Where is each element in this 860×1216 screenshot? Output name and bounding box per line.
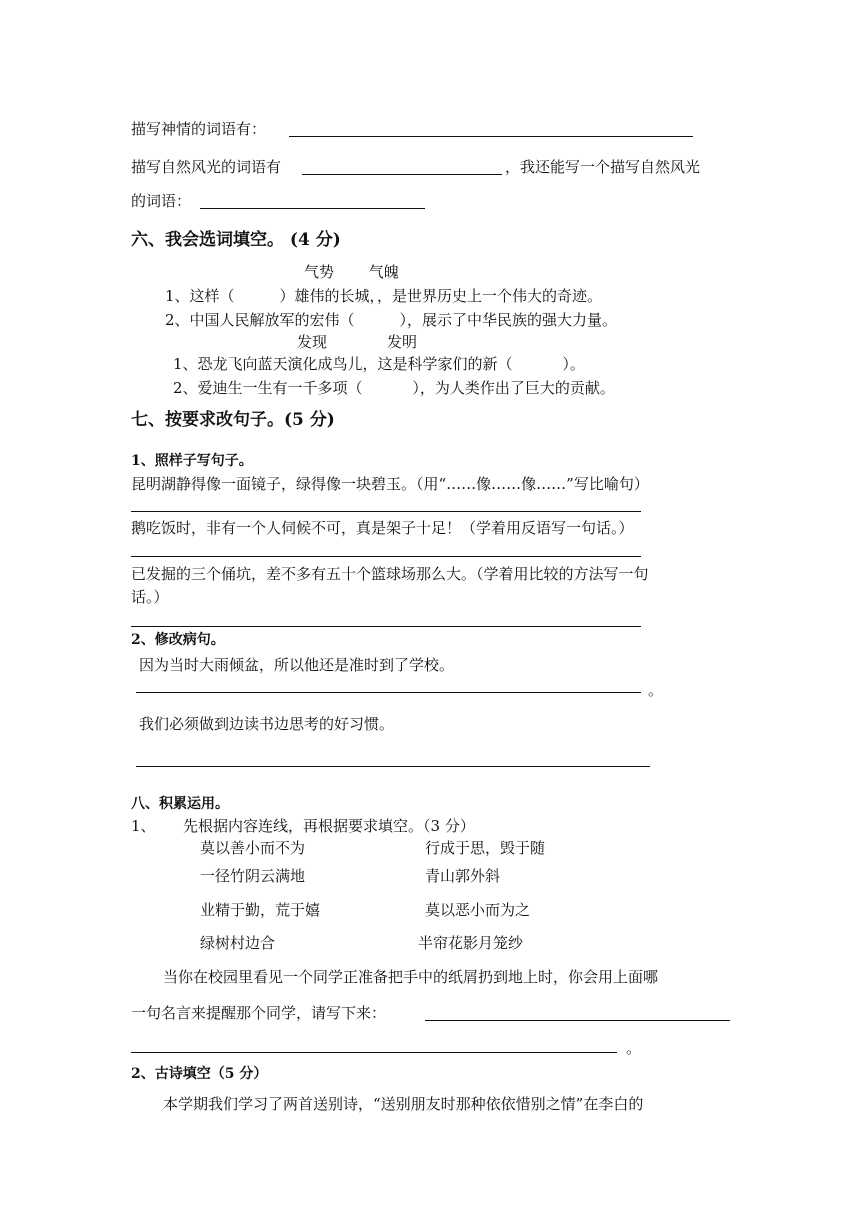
poem-question-text: 本学期我们学习了两首送别诗，“送别朋友时那种依依惜别之情”在李白的 [163, 1095, 644, 1113]
ziran-extra-text: ，我还能写一个描写自然风光 [505, 158, 701, 176]
sick-sentence-1: 因为当时大雨倾盆，所以他还是准时到了学校。 [139, 656, 455, 674]
left-item-4[interactable]: 绿树村边合 [200, 934, 276, 952]
sick-sentence-2: 我们必须做到边读书边思考的好习惯。 [139, 715, 395, 733]
scenario-answer-line-1[interactable] [425, 1020, 730, 1021]
sentence-3: 已发掘的三个俑坑，差不多有五十个篮球场那么大。（学着用比较的方法写一句 [131, 565, 649, 583]
ziran-extra-answer-line[interactable] [200, 208, 425, 209]
fill-question-4: 2、爱迪生一生有一千多项（ ），为人类作出了巨大的贡献。 [173, 379, 615, 397]
fill-question-1: 1、这样（ ）雄伟的长城，，是世界历史上一个伟大的奇迹。 [165, 287, 603, 305]
sick-sentence-1-answer-line[interactable] [136, 692, 641, 693]
subsection-1-heading: 1、照样子写句子。 [131, 453, 253, 469]
scenario-answer-line-2[interactable] [131, 1052, 617, 1053]
scenario-period: 。 [626, 1039, 642, 1057]
section-6-heading: 六、我会选词填空。 (4 分) [131, 230, 341, 250]
sentence-2: 鹅吃饭时，非有一个人伺候不可，真是架子十足！（学着用反语写一句话。） [131, 519, 634, 537]
right-item-1[interactable]: 行成于思，毁于随 [425, 839, 546, 857]
left-item-3[interactable]: 业精于勤，荒于嬉 [200, 901, 321, 919]
scenario-text: 当你在校园里看见一个同学正准备把手中的纸屑扔到地上时，你会用上面哪 [163, 968, 659, 986]
question-1-instruction: 先根据内容连线，再根据要求填空。（3 分） [183, 817, 475, 835]
sentence-3-answer-line[interactable] [131, 626, 641, 627]
subsection-2-heading: 2、修改病句。 [131, 632, 225, 648]
sick-sentence-1-period: 。 [648, 681, 664, 699]
word-choices-2: 发现 发明 [297, 333, 418, 351]
right-item-2[interactable]: 青山郭外斜 [425, 867, 501, 885]
right-item-4[interactable]: 半帘花影月笼纱 [418, 934, 524, 952]
shenqing-answer-line[interactable] [289, 136, 693, 137]
sentence-1-answer-line[interactable] [131, 511, 641, 512]
shenqing-words-label: 描写神情的词语有： [131, 120, 267, 138]
sentence-1: 昆明湖静得像一面镜子，绿得像一块碧玉。（用“……像……像……”写比喻句） [131, 475, 649, 493]
fill-question-2: 2、中国人民解放军的宏伟（ ），展示了中华民族的强大力量。 [165, 311, 618, 329]
ziran-words-label: 描写自然风光的词语有 [131, 158, 282, 176]
ancient-poem-heading: 2、古诗填空（5 分） [131, 1066, 268, 1082]
ziran-extra-label: 的词语： [131, 192, 192, 210]
ziran-answer-line[interactable] [302, 174, 502, 175]
sentence-3-cont: 话。） [131, 588, 169, 606]
sick-sentence-2-answer-line[interactable] [136, 766, 650, 767]
right-item-3[interactable]: 莫以恶小而为之 [425, 901, 531, 919]
word-choices-1: 气势 气魄 [304, 263, 399, 281]
question-1-number: 1、 [131, 817, 156, 835]
fill-question-3: 1、恐龙飞向蓝天演化成鸟儿，这是科学家们的新（ ）。 [173, 355, 585, 373]
scenario-prompt: 一句名言来提醒那个同学，请写下来： [131, 1004, 387, 1022]
section-7-heading: 七、按要求改句子。(5 分) [131, 410, 335, 430]
section-8-heading: 八、积累运用。 [131, 796, 229, 812]
left-item-2[interactable]: 一径竹阴云满地 [200, 867, 306, 885]
sentence-2-answer-line[interactable] [131, 556, 641, 557]
left-item-1[interactable]: 莫以善小而不为 [200, 839, 306, 857]
